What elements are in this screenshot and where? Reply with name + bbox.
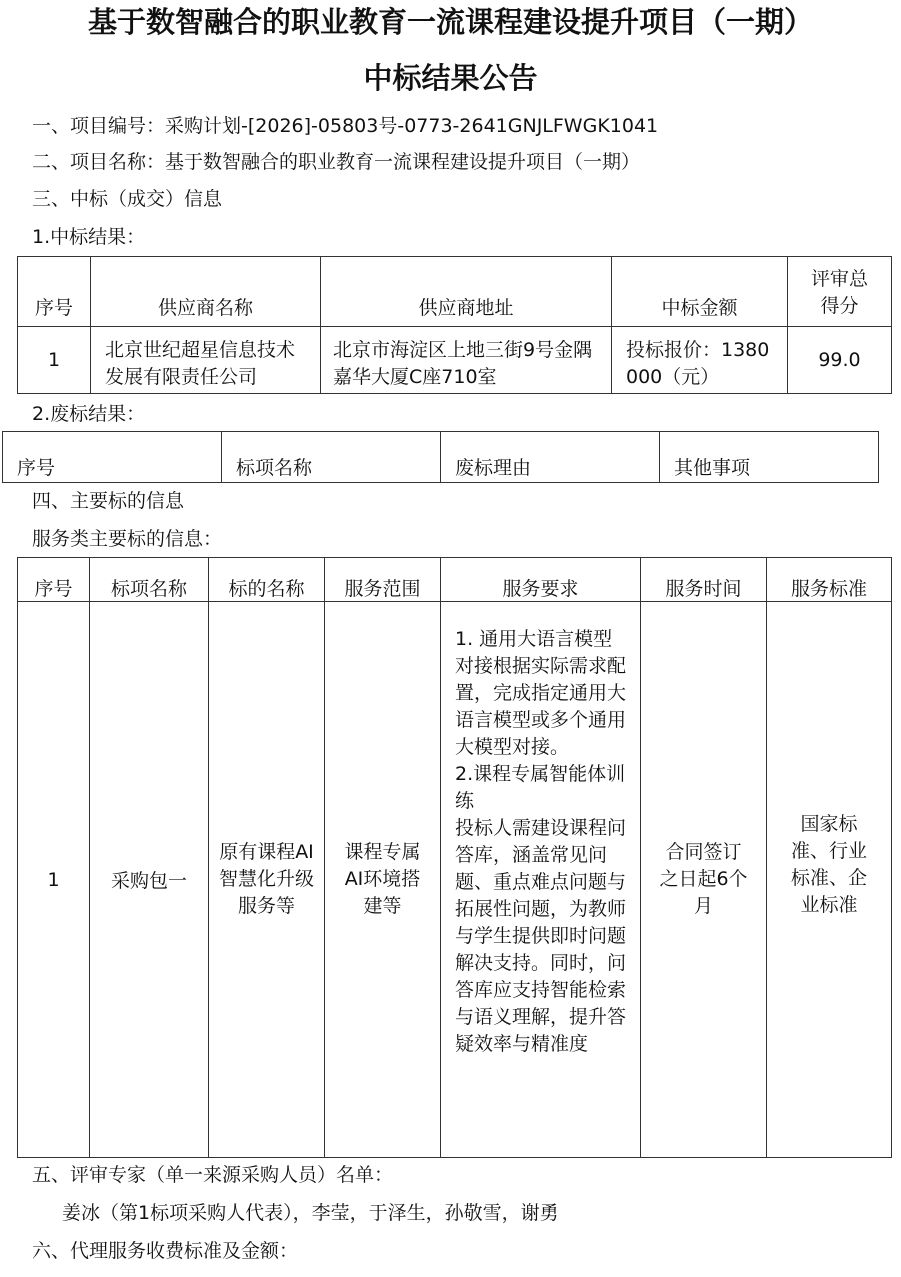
award-result-label: 1.中标结果： <box>32 226 146 248</box>
requirement-item-3: 投标人需建设课程问答库，涵盖常见问题、重点难点问题与拓展性问题，为教师与学生提供即时问题解决支持。同时，问答库应支持智能检索与语义理解，提升答疑效率与精准度 <box>455 817 627 1055</box>
subject-cell-requirements <box>441 602 641 1158</box>
abandon-header-reason: 废标理由 <box>441 432 660 483</box>
award-cell-score: 99.0 <box>788 327 892 394</box>
subject-header-scope: 服务范围 <box>325 558 441 602</box>
subject-cell-no: 1 <box>18 602 90 1158</box>
abandon-result-label: 2.废标结果： <box>32 403 146 425</box>
subject-header-time: 服务时间 <box>641 558 767 602</box>
requirement-item-2: 2.课程专属智能体训练 <box>455 763 626 812</box>
section-subject-info: 四、主要标的信息 <box>32 490 185 512</box>
award-header-address: 供应商地址 <box>321 257 612 327</box>
project-name: 二、项目名称：基于数智融合的职业教育一流课程建设提升项目（一期） <box>32 151 641 173</box>
abandon-header-no: 序号 <box>3 432 222 483</box>
award-header-no: 序号 <box>18 257 91 327</box>
subject-cell-scope: 课程专属AI环境搭建等 <box>325 602 441 1158</box>
subject-header-item: 标项名称 <box>90 558 209 602</box>
subject-cell-item: 采购包一 <box>90 602 209 1158</box>
doc-title-line1: 基于数智融合的职业教育一流课程建设提升项目（一期） <box>87 5 813 39</box>
project-number: 一、项目编号：采购计划-[2026]-05803号-0773-2641GNJLFWGK1041 <box>32 115 659 137</box>
requirement-item-1: 1. 通用大语言模型对接根据实际需求配置，完成指定通用大语言模型或多个通用大模型对接。 <box>455 628 627 758</box>
award-cell-no: 1 <box>18 327 91 394</box>
subject-cell-standard: 国家标准、行业标准、企业标准 <box>767 602 892 1158</box>
award-header-supplier: 供应商名称 <box>91 257 321 327</box>
section-experts: 五、评审专家（单一来源采购人员）名单： <box>32 1164 394 1186</box>
table-row <box>18 602 892 1158</box>
award-cell-address: 北京市海淀区上地三街9号金隅嘉华大厦C座710室 <box>321 327 612 394</box>
experts-list: 姜冰（第1标项采购人代表），李莹，于泽生，孙敬雪，谢勇 <box>62 1202 559 1224</box>
award-cell-supplier: 北京世纪超星信息技术发展有限责任公司 <box>91 327 321 394</box>
table-row <box>18 327 892 394</box>
subject-header-no: 序号 <box>18 558 90 602</box>
award-header-amount: 中标金额 <box>612 257 788 327</box>
subject-header-standard: 服务标准 <box>767 558 892 602</box>
abandon-header-other: 其他事项 <box>660 432 879 483</box>
award-header-score: 评审总得分 <box>788 257 892 327</box>
abandon-header-item: 标项名称 <box>222 432 441 483</box>
award-table <box>17 256 892 394</box>
subject-cell-subject: 原有课程AI智慧化升级服务等 <box>209 602 325 1158</box>
subject-header-subject: 标的名称 <box>209 558 325 602</box>
abandon-table <box>2 431 879 483</box>
award-cell-amount: 投标报价：1380000（元） <box>612 327 788 394</box>
doc-title-line2: 中标结果公告 <box>363 61 538 95</box>
subject-header-requirements: 服务要求 <box>441 558 641 602</box>
section-agency-fee: 六、代理服务收费标准及金额： <box>32 1240 299 1262</box>
section-award-info: 三、中标（成交）信息 <box>32 188 223 210</box>
subject-cell-time: 合同签订之日起6个月 <box>641 602 767 1158</box>
service-subject-label: 服务类主要标的信息： <box>32 528 223 550</box>
subject-table <box>17 557 892 1158</box>
